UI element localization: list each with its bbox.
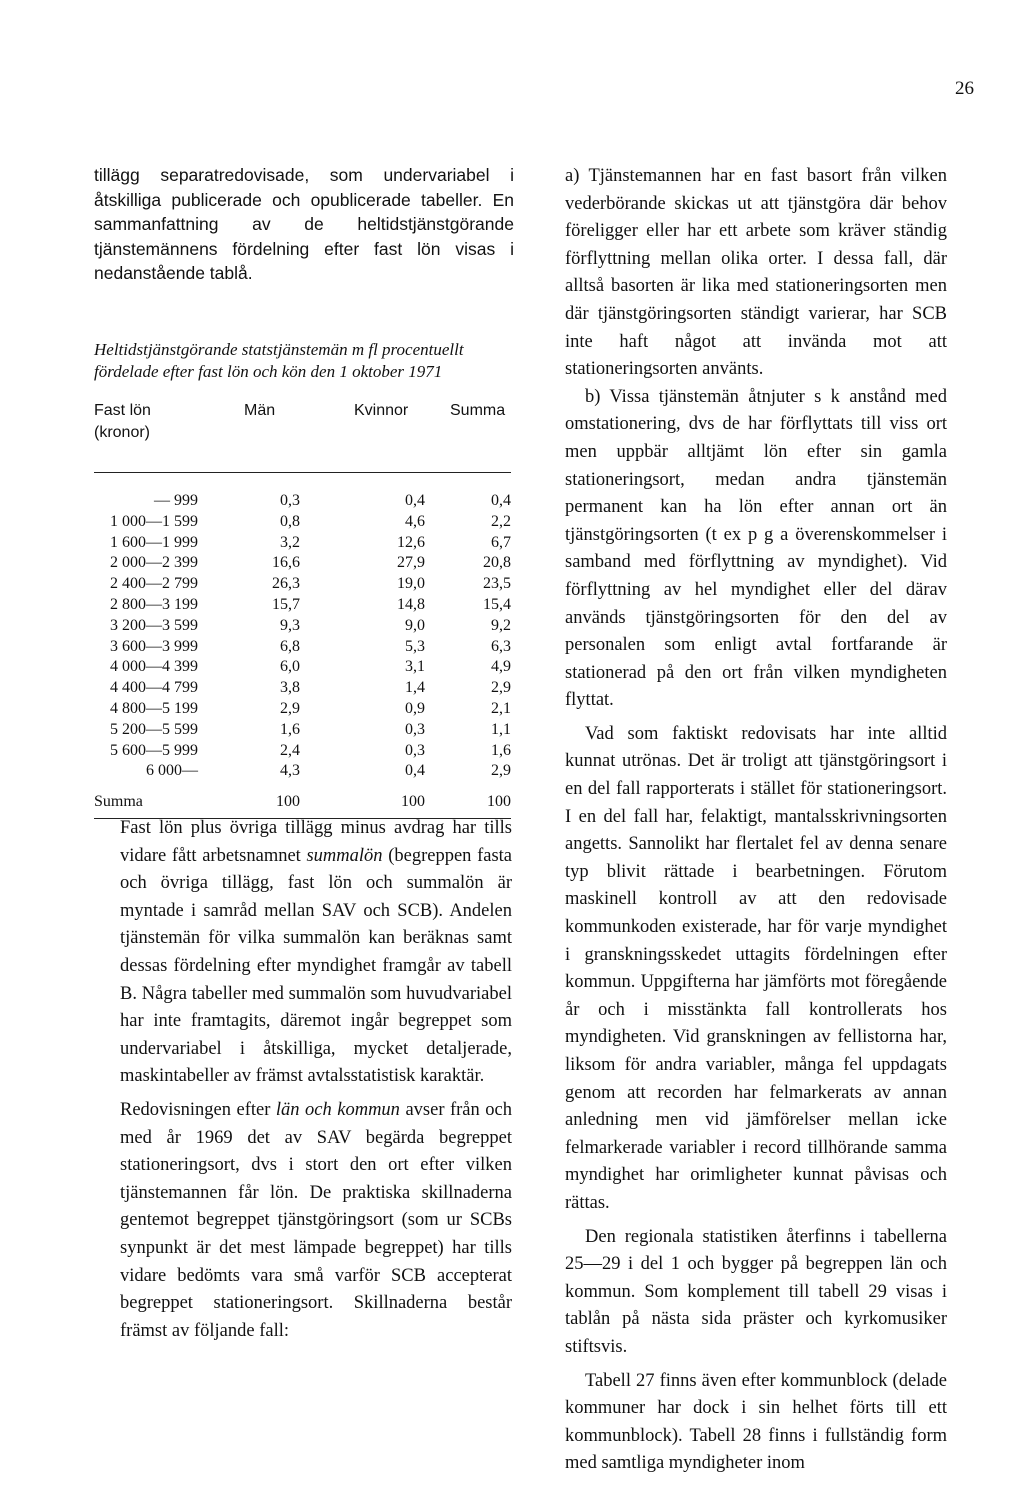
salary-range-cell: 3 600—3 999 <box>110 637 198 655</box>
summa-cell: 2,1 <box>491 699 511 717</box>
salary-range-cell: 4 000—4 399 <box>110 658 198 676</box>
total-label: Summa <box>94 793 143 811</box>
kvinnor-cell: 19,0 <box>397 575 425 593</box>
table-row <box>94 761 511 782</box>
page-number: 26 <box>955 78 974 99</box>
salary-range-cell: 5 200—5 599 <box>110 720 198 738</box>
paragraph-lan-kommun: Redovisningen efter län och kommun avser från och med år 1969 det av SAV begärda begreppet stationeringsort, dvs i stort den ort efter vilken tjänstemannen får lön. De praktiska skillnaderna gentemot begreppet tjänstgöringsort (som ur SCBs synpunkt är det mest lämpade begreppet) har tills vidare bedömts vara små varför SCB accepterat begreppet stationeringsort. Skillnaderna består främst av följande fall: <box>120 1099 512 1341</box>
kvinnor-cell: 3,1 <box>405 658 425 676</box>
kvinnor-cell: 0,4 <box>405 762 425 780</box>
man-cell: 1,6 <box>280 720 300 738</box>
kvinnor-cell: 5,3 <box>405 637 425 655</box>
man-cell: 16,6 <box>272 554 300 572</box>
paragraph-summalon: Fast lön plus övriga tillägg minus avdrag har tills vidare fått arbetsnamnet summalön (begreppen fasta och övriga tillägg, fast lön och summalön är myntade i samråd mellan SAV och SCB). Andelen tjänstemän för vilka summalön kan beräknas samt dessas fördelning efter myndighet framgår av tabell B. Några tabeller med summalön som huvudvariabel har inte framtagits, däremot ingår begreppet som undervariabel i åtskilliga, mycket detaljerade, maskintabeller av främst avtalsstatistisk karaktär. <box>120 818 512 1087</box>
salary-range-cell: 4 800—5 199 <box>110 699 198 717</box>
intro-paragraph <box>94 163 514 286</box>
table-row <box>94 720 511 741</box>
man-cell: 3,2 <box>280 533 300 551</box>
caption-line-1: Heltidstjänstgörande statstjänstemän m fl procentuellt <box>94 340 464 359</box>
man-cell: 6,0 <box>280 658 300 676</box>
man-cell: 2,4 <box>280 741 300 759</box>
right-paragraph-a: a) Tjänstemannen har en fast basort från vilken vederbörande skickas ut att tjänstgöra där behov föreligger eller har ett arbete som kräver ständig förflyttning mellan olika orter. I dessa fall, där alltså basorten är lika med stationeringsorten men där tjänstgöringsorten ständigt varierar, har SCB inte haft något att invända mot att stationeringsorten använts. <box>565 166 947 380</box>
intro-text: tillägg separatredovisade, som undervariabel i åtskilliga publicerade och opublicerade tabeller. En sammanfattning av de heltidstjänstgörande tjänstemännens fördelning efter fast lön visas i nedanstående tablå. <box>94 165 514 284</box>
kvinnor-cell: 0,3 <box>405 720 425 738</box>
table-caption <box>94 339 514 383</box>
caption-line-2: fördelade efter fast lön och kön den 1 oktober 1971 <box>94 362 443 381</box>
kvinnor-cell: 0,3 <box>405 741 425 759</box>
summa-cell: 2,9 <box>491 679 511 697</box>
salary-range-cell: 2 400—2 799 <box>110 575 198 593</box>
summa-cell: 9,2 <box>491 616 511 634</box>
table-row <box>94 699 511 720</box>
summa-cell: 1,6 <box>491 741 511 759</box>
table-row <box>94 741 511 762</box>
man-cell: 9,3 <box>280 616 300 634</box>
salary-table <box>94 400 511 819</box>
right-paragraph-b: b) Vissa tjänstemän åtnjuter s k anstånd med omstationering, dvs de har förflyttats till viss ort men uppbär alltjämt lön efter sin gamla stationeringsort, medan andra tjänstemän permanent kan ha lön efter annan ort än tjänstgöringsorten (t ex p g a överenskommelser i samband med förflyttning av myndighet). Vid förflyttning av hel myndighet eller del därav används tjänstgöringsorten för den del av personalen som enligt avtal fortfarande är stationerad på den ort från vilken myndigheten flyttat. <box>565 386 947 711</box>
summa-cell: 0,4 <box>491 492 511 509</box>
total-kvinnor: 100 <box>401 793 425 811</box>
man-cell: 3,8 <box>280 679 300 697</box>
left-bottom-text <box>120 815 512 1345</box>
man-cell: 15,7 <box>272 595 300 613</box>
table-header <box>94 400 511 448</box>
right-paragraph-regionala: Den regionala statistiken återfinns i tabellerna 25—29 i del 1 och bygger på begreppen län och kommun. Som komplement till tabell 29 visas i tablån på nästa sida präster och kyrkomusiker stiftsvis. <box>565 1226 947 1357</box>
right-paragraph-tabell27: Tabell 27 finns även efter kommunblock (delade kommuner har dock i sin helhet förts till ett kommunblock). Tabell 28 finns i fullständig form med samtliga myndigheter inom <box>565 1370 947 1474</box>
summa-cell: 6,3 <box>491 637 511 655</box>
header-rule <box>94 472 511 473</box>
header-man: Män <box>244 402 276 419</box>
table-row <box>94 616 511 637</box>
summa-cell: 2,9 <box>491 762 511 780</box>
salary-range-cell: 2 800—3 199 <box>110 595 198 613</box>
salary-range-cell: — 999 <box>154 492 198 509</box>
man-cell: 6,8 <box>280 637 300 655</box>
kvinnor-cell: 9,0 <box>405 616 425 634</box>
kvinnor-cell: 4,6 <box>405 512 425 530</box>
kvinnor-cell: 0,4 <box>405 492 425 509</box>
summa-cell: 15,4 <box>483 595 511 613</box>
kvinnor-cell: 12,6 <box>397 533 425 551</box>
man-cell: 26,3 <box>272 575 300 593</box>
kvinnor-cell: 0,9 <box>405 699 425 717</box>
man-cell: 0,8 <box>280 512 300 530</box>
header-kvinnor: Kvinnor <box>354 402 409 419</box>
summa-cell: 4,9 <box>491 658 511 676</box>
salary-range-cell: 1 000—1 599 <box>110 512 198 530</box>
kvinnor-cell: 14,8 <box>397 595 425 613</box>
salary-range-cell: 3 200—3 599 <box>110 616 198 634</box>
table-row <box>94 512 511 533</box>
right-column <box>565 163 947 1478</box>
summa-cell: 1,1 <box>491 720 511 738</box>
table-total-row <box>94 790 511 814</box>
man-cell: 4,3 <box>280 762 300 780</box>
salary-range-cell: 2 000—2 399 <box>110 554 198 572</box>
salary-range-cell: 4 400—4 799 <box>110 679 198 697</box>
salary-range-cell: 5 600—5 999 <box>110 741 198 759</box>
table-row <box>94 595 511 616</box>
summa-cell: 23,5 <box>483 575 511 593</box>
kvinnor-cell: 27,9 <box>397 554 425 572</box>
right-paragraph-vad: Vad som faktiskt redovisats har inte alltid kunnat utrönas. Det är troligt att tjänstgöringsort i en del fall rapporterats i stället för stationeringsort. I en del fall har, felaktigt, mantalsskrivningsorten angetts. Sannolikt har flertalet fel av denna senare typ blivit rättade i bearbetningen. Förutom maskinell kontroll av att den redovisade kommunkoden existerade, har för varje myndighet i granskningsskedet uttagits fördelningen efter kommun. Uppgifterna har jämförts mot föregående år och i misstänkta fall kontrollerats hos myndigheten. Vid granskningen av fellistorna har, liksom för andra variabler, många fel uppdagats genom att recorden har felmarkerats av annan anledning men vid jämförelser mellan icke felmarkerade variabler i record tillhörande samma myndighet har orimligheter kunnat påvisas och rättas. <box>565 723 947 1213</box>
total-summa: 100 <box>487 793 511 811</box>
header-fast-lon: Fast lön (kronor) <box>94 402 151 441</box>
salary-range-cell: 1 600—1 999 <box>110 533 198 551</box>
header-summa: Summa <box>450 402 506 419</box>
table-row <box>94 574 511 595</box>
table-body <box>94 491 511 782</box>
salary-range-cell: 6 000— <box>146 762 198 780</box>
man-cell: 2,9 <box>280 699 300 717</box>
kvinnor-cell: 1,4 <box>405 679 425 697</box>
summa-cell: 6,7 <box>491 533 511 551</box>
table-row <box>94 553 511 574</box>
table-row <box>94 637 511 658</box>
total-man: 100 <box>276 793 300 811</box>
table-row <box>94 678 511 699</box>
summa-cell: 2,2 <box>491 512 511 530</box>
table-row <box>94 491 511 512</box>
table-row <box>94 533 511 554</box>
summa-cell: 20,8 <box>483 554 511 572</box>
table-row <box>94 657 511 678</box>
man-cell: 0,3 <box>280 492 300 509</box>
